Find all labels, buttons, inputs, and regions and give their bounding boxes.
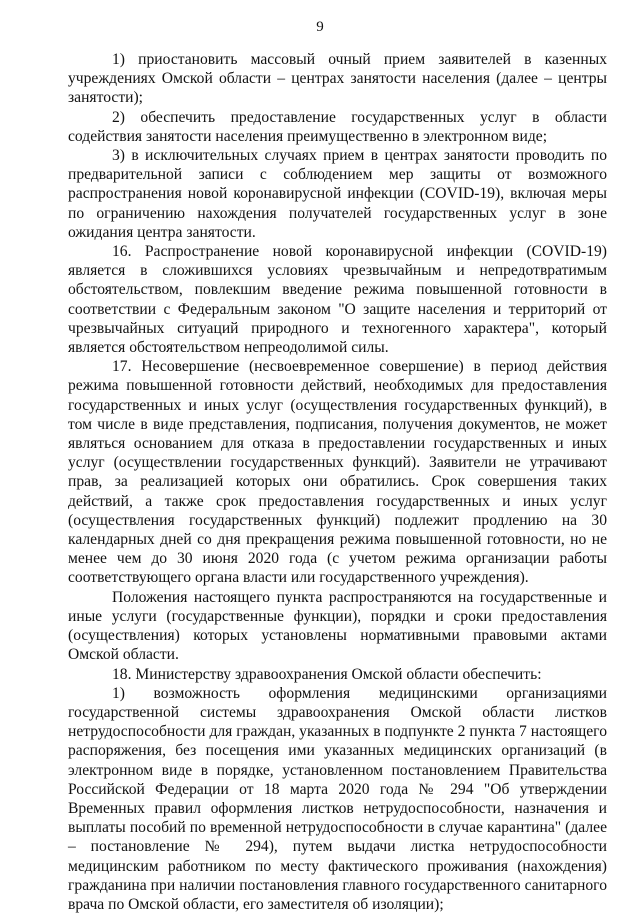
paragraph-clause-17-note: Положения настоящего пункта распространяются на государственные и иные услуги (государственные функции), порядки и сроки предоставления (осуществления) которых установлены нормативными правовыми актами Омской области.	[68, 588, 607, 664]
paragraph-item-3-1-suspend-reception: 1) приостановить массовый очный прием заявителей в казенных учреждениях Омской области – центрах занятости населения (далее – центры занятости);	[68, 51, 607, 107]
paragraph-item-3-3-appointments: 3) в исключительных случаях прием в центрах занятости проводить по предварительной записи с соблюдением мер защиты от возможного распространения новой коронавирусной инфекции (COVID-19), включая меры по ограничению нахождения получателей государственных услуг в зоне ожидания центра занятости.	[68, 147, 607, 241]
paragraph-clause-17: 17. Несовершение (несвоевременное совершение) в период действия режима повышенной готовности действий, необходимых для предоставления государственных и иных услуг (осуществления государственных функций), в том числе в виде представления, подписания, получения документов, не может являться основанием для отказа в предоставлении государственных и иных услуг (осуществлении государственных функций). Заявители не утрачивают прав, за реализацией которых они обратились. Срок совершения таких действий, а также срок предоставления государственных и иных услуг (осуществления государственных функций) подлежит продлению на 30 календарных дней со дня прекращения режима повышенной готовности, но не менее чем до 30 июня 2020 года (с учетом режима организации работы соответствующего органа власти или государственного учреждения).	[68, 358, 607, 587]
paragraph-item-3-2-electronic-services: 2) обеспечить предоставление государственных услуг в области содействия занятости населения преимущественно в электронном виде;	[68, 108, 607, 145]
paragraph-clause-16: 16. Распространение новой коронавирусной инфекции (COVID-19) является в сложившихся условиях чрезвычайным и непредотвратимым обстоятельством, повлекшим введение режима повышенной готовности в соответствии с Федеральным законом "О защите населения и территорий от чрезвычайных ситуаций природного и техногенного характера", который является обстоятельством непреодолимой силы.	[68, 243, 607, 357]
paragraph-clause-18-item-1: 1) возможность оформления медицинскими организациями государственной системы здравоохранения Омской области листков нетрудоспособности для граждан, указанных в подпункте 2 пункта 7 настоящего распоряжения, без посещения ими указанных медицинских организаций (в электронном виде в порядке, установленном постановлением Правительства Российской Федерации от 18 марта 2020 года № 294 "Об утверждении Временных правил оформления листков нетрудоспособности, назначения и выплаты пособий по временной нетрудоспособности в случае карантина" (далее – постановление № 294), путем выдачи листка нетрудоспособности медицинским работником по месту фактического проживания (нахождения) гражданина при наличии постановления главного государственного санитарного врача по Омской области, его заместителя об изоляции);	[68, 684, 607, 913]
paragraph-clause-18: 18. Министерству здравоохранения Омской области обеспечить:	[112, 665, 542, 683]
document-body	[68, 50, 607, 914]
page-number: 9	[316, 19, 324, 35]
